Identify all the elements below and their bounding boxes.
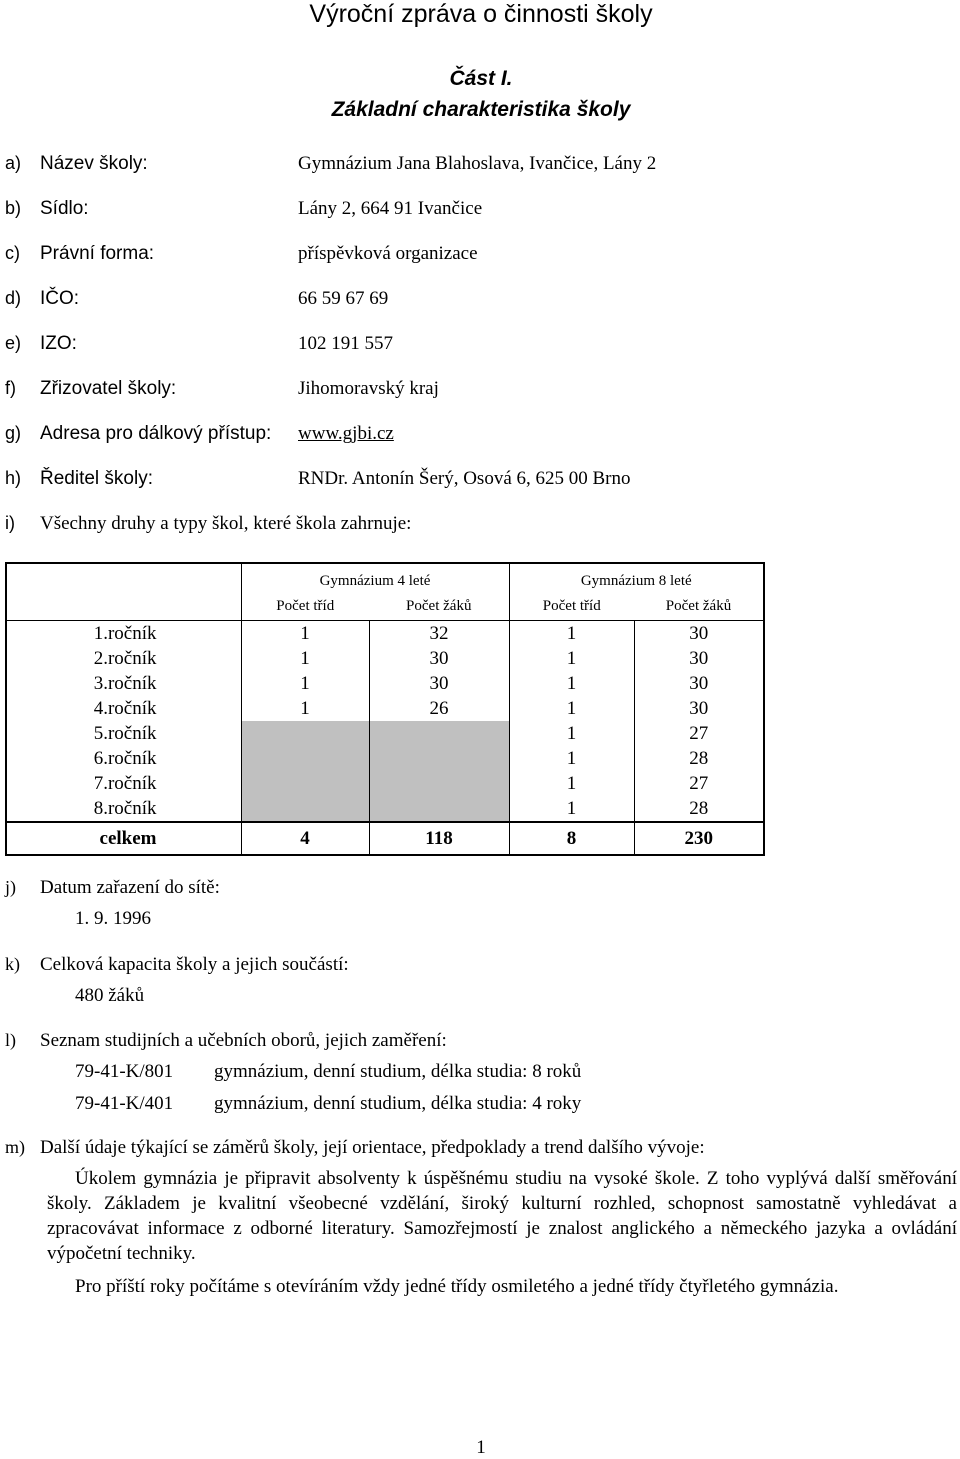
row-letter-e: e) — [5, 333, 22, 353]
g4-students-cell: 30 — [369, 671, 509, 696]
school-types-label: Všechny druhy a typy škol, které škola zahrnuje: — [40, 513, 412, 534]
g8-classes-cell: 1 — [509, 771, 634, 796]
row-letter-i: i) — [5, 513, 15, 533]
row-label: 8.ročník — [6, 796, 241, 822]
table-group-header-row — [6, 563, 764, 592]
table-row — [6, 721, 764, 746]
director-label: Ředitel školy: — [40, 468, 153, 489]
row-label: 4.ročník — [6, 696, 241, 721]
founder-label: Zřizovatel školy: — [40, 378, 177, 399]
school-classes-table — [5, 562, 765, 856]
col-header-g8-students: Počet žáků — [634, 592, 764, 621]
g4-classes-cell: 1 — [241, 696, 369, 721]
g8-students-cell: 27 — [634, 721, 764, 746]
row-letter-j: j) — [5, 877, 16, 897]
row-label: 7.ročník — [6, 771, 241, 796]
ico-value: 66 59 67 69 — [298, 288, 389, 309]
g4-students-cell: 26 — [369, 696, 509, 721]
row-letter-h: h) — [5, 468, 22, 488]
shaded-cell — [241, 771, 369, 796]
group-header-gymnazium-8: Gymnázium 8 leté — [509, 563, 764, 592]
col-header-g8-classes: Počet tříd — [509, 592, 634, 621]
network-date-value: 1. 9. 1996 — [75, 908, 151, 929]
further-info-paragraph-2: Pro příští roky počítáme s otevíráním vždy jedné třídy osmiletého a jedné třídy čtyřletého gymnázia. — [75, 1276, 839, 1297]
school-name-label: Název školy: — [40, 153, 148, 174]
g8-students-cell: 30 — [634, 671, 764, 696]
table-row — [6, 671, 764, 696]
row-letter-f: f) — [5, 378, 16, 398]
seat-value: Lány 2, 664 91 Ivančice — [298, 198, 483, 219]
table-row — [6, 646, 764, 671]
programs-label: Seznam studijních a učebních oborů, jejich zaměření: — [40, 1030, 447, 1051]
g4-classes-cell: 1 — [241, 671, 369, 696]
program-description: gymnázium, denní studium, délka studia: 4 roky — [214, 1093, 582, 1114]
total-label: celkem — [6, 822, 241, 855]
further-info-label: Další údaje týkající se záměrů školy, její orientace, předpoklady a trend dalšího vývoje: — [40, 1137, 705, 1158]
further-info-paragraph-1: Úkolem gymnázia je připravit absolventy k úspěšnému studiu na vysoké škole. Z toho vyplývá další směřování školy. Základem je kvalitní všeobecné vzdělání, široký kulturní rozhled, schopnost samostatně vyhledávat a zpracovávat informace z odborné literatury. Samozřejmostí je znalost anglického a německého jazyka a ovládání výpočetní techniky. — [47, 1168, 957, 1264]
capacity-label: Celková kapacita školy a jejich součástí: — [40, 954, 349, 975]
izo-label: IZO: — [40, 333, 77, 354]
izo-value: 102 191 557 — [298, 333, 393, 354]
remote-access-label: Adresa pro dálkový přístup: — [40, 423, 272, 444]
table-total-row — [6, 822, 764, 855]
row-letter-k: k) — [5, 954, 20, 974]
g4-students-cell: 30 — [369, 646, 509, 671]
g8-students-cell: 30 — [634, 696, 764, 721]
shaded-cell — [241, 796, 369, 822]
total-g4-students: 118 — [369, 822, 509, 855]
part-subtitle: Základní charakteristika školy — [331, 98, 631, 121]
shaded-cell — [241, 721, 369, 746]
g8-classes-cell: 1 — [509, 746, 634, 771]
program-description: gymnázium, denní studium, délka studia: 8 roků — [214, 1061, 582, 1082]
group-header-gymnazium-4: Gymnázium 4 leté — [241, 563, 509, 592]
total-g8-classes: 8 — [509, 822, 634, 855]
page-number: 1 — [476, 1437, 486, 1458]
g8-classes-cell: 1 — [509, 696, 634, 721]
g8-classes-cell: 1 — [509, 646, 634, 671]
g8-students-cell: 28 — [634, 796, 764, 822]
school-name-value: Gymnázium Jana Blahoslava, Ivančice, Lány 2 — [298, 153, 657, 174]
row-letter-m: m) — [5, 1137, 25, 1157]
seat-label: Sídlo: — [40, 198, 89, 219]
capacity-value: 480 žáků — [75, 985, 145, 1006]
g8-students-cell: 28 — [634, 746, 764, 771]
row-letter-d: d) — [5, 288, 22, 308]
total-g4-classes: 4 — [241, 822, 369, 855]
program-code: 79-41-K/801 — [75, 1061, 174, 1082]
shaded-cell — [369, 721, 509, 746]
g4-classes-cell: 1 — [241, 646, 369, 671]
row-letter-a: a) — [5, 153, 22, 173]
table-row — [6, 696, 764, 721]
part-title: Část I. — [449, 67, 513, 90]
table-row — [6, 796, 764, 822]
col-header-g4-students: Počet žáků — [369, 592, 509, 621]
founder-value: Jihomoravský kraj — [298, 378, 439, 399]
g8-classes-cell: 1 — [509, 671, 634, 696]
table-corner-cell — [6, 563, 241, 621]
row-letter-c: c) — [5, 243, 20, 263]
g8-students-cell: 27 — [634, 771, 764, 796]
shaded-cell — [369, 746, 509, 771]
row-label: 2.ročník — [6, 646, 241, 671]
g4-students-cell: 32 — [369, 621, 509, 647]
g8-students-cell: 30 — [634, 621, 764, 647]
row-label: 3.ročník — [6, 671, 241, 696]
row-letter-g: g) — [5, 423, 22, 443]
ico-label: IČO: — [40, 288, 80, 309]
legal-form-label: Právní forma: — [40, 243, 155, 264]
row-label: 1.ročník — [6, 621, 241, 647]
row-label: 5.ročník — [6, 721, 241, 746]
g8-students-cell: 30 — [634, 646, 764, 671]
program-code: 79-41-K/401 — [75, 1093, 174, 1114]
network-date-label: Datum zařazení do sítě: — [40, 877, 220, 898]
shaded-cell — [369, 771, 509, 796]
g8-classes-cell: 1 — [509, 796, 634, 822]
shaded-cell — [241, 746, 369, 771]
table-row — [6, 746, 764, 771]
row-letter-l: l) — [5, 1030, 16, 1050]
col-header-g4-classes: Počet tříd — [241, 592, 369, 621]
website-link[interactable]: www.gjbi.cz — [298, 423, 394, 444]
table-row — [6, 771, 764, 796]
director-value: RNDr. Antonín Šerý, Osová 6, 625 00 Brno — [298, 468, 631, 489]
legal-form-value: příspěvková organizace — [298, 243, 478, 264]
document-title: Výroční zpráva o činnosti školy — [309, 0, 653, 28]
g8-classes-cell: 1 — [509, 621, 634, 647]
g4-classes-cell: 1 — [241, 621, 369, 647]
g8-classes-cell: 1 — [509, 721, 634, 746]
total-g8-students: 230 — [634, 822, 764, 855]
shaded-cell — [369, 796, 509, 822]
table-row — [6, 621, 764, 647]
row-label: 6.ročník — [6, 746, 241, 771]
row-letter-b: b) — [5, 198, 22, 218]
